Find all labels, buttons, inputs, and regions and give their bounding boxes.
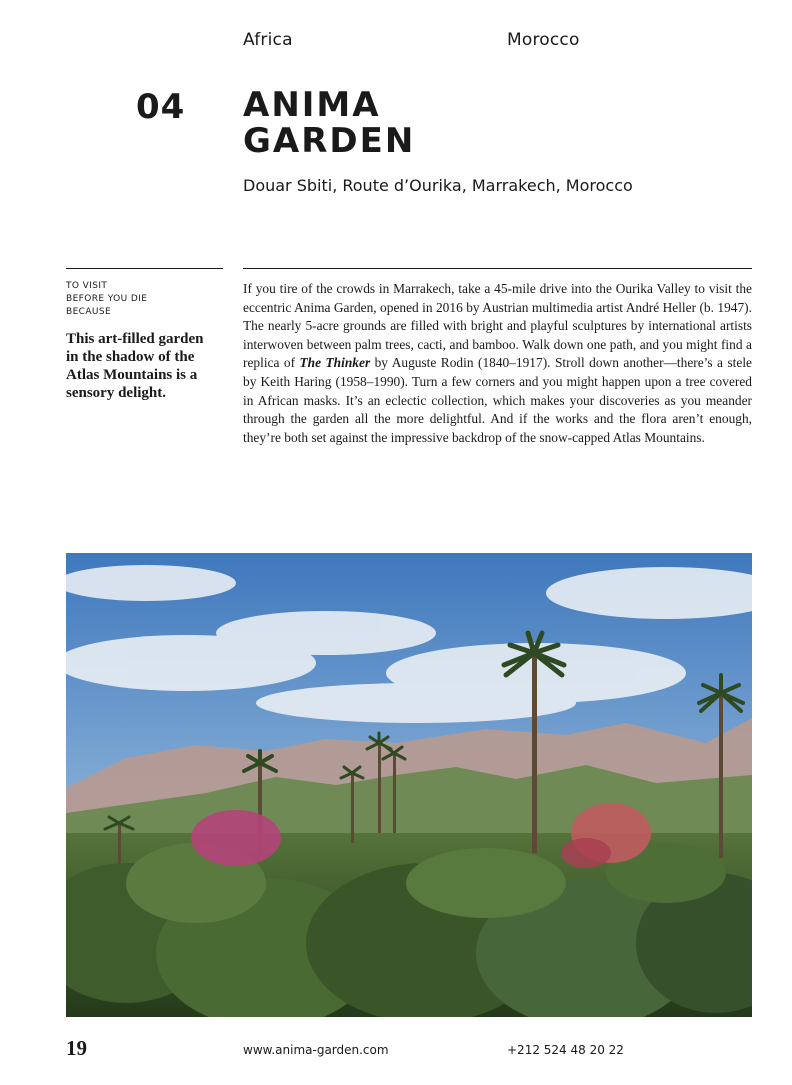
garden-photo-illustration bbox=[66, 553, 752, 1017]
phone-number: +212 524 48 20 22 bbox=[507, 1043, 624, 1057]
body-divider bbox=[243, 268, 752, 269]
body-text-part-1: If you tire of the crowds in Marrakech, take a 45-mile drive into the Ourika Valley to visit the eccentric Anima Garden, opened in 2016 by Austrian multimedia artist André Heller (b. 1947). The nearly 5-acre grounds are filled with bright and playful sculptures by international artists interwoven between palm trees, cacti, and bamboo. Walk down one path, and you might find a replica of bbox=[243, 281, 752, 371]
kicker-line-2: BEFORE YOU DIE bbox=[66, 294, 148, 304]
region-continent: Africa bbox=[243, 30, 293, 50]
body-text bbox=[243, 280, 752, 447]
sidebar-kicker bbox=[66, 280, 223, 319]
title-line-2: GARDEN bbox=[243, 121, 416, 161]
body-text-part-2: by Auguste Rodin (1840–1917). Stroll down another—there’s a stele by Keith Haring (1958–1990). Turn a few corners and you might happen upon a tree covered in African masks. It’s an eclectic collection, which makes your discoveries as you meander through the garden all the more delightful. And if the works and the flora aren’t enough, they’re both set against the impressive backdrop of the snow-capped Atlas Mountains. bbox=[243, 355, 752, 445]
sidebar-divider bbox=[66, 268, 223, 269]
shrubs bbox=[66, 843, 752, 1017]
pullquote: This art-filled garden in the shadow of the Atlas Mountains is a sensory delight. bbox=[66, 331, 204, 401]
region-country: Morocco bbox=[507, 30, 580, 50]
address: Douar Sbiti, Route d’Ourika, Marrakech, Morocco bbox=[243, 176, 633, 195]
kicker-line-3: BECAUSE bbox=[66, 307, 112, 317]
page-title bbox=[243, 87, 663, 159]
garden-photo bbox=[66, 553, 752, 1017]
artwork-title: The Thinker bbox=[299, 355, 371, 371]
entry-number: 04 bbox=[136, 87, 186, 127]
website-link[interactable]: www.anima-garden.com bbox=[243, 1043, 389, 1057]
kicker-line-1: TO VISIT bbox=[66, 281, 108, 291]
title-line-1: ANIMA bbox=[243, 85, 381, 125]
page-number: 19 bbox=[66, 1036, 87, 1060]
